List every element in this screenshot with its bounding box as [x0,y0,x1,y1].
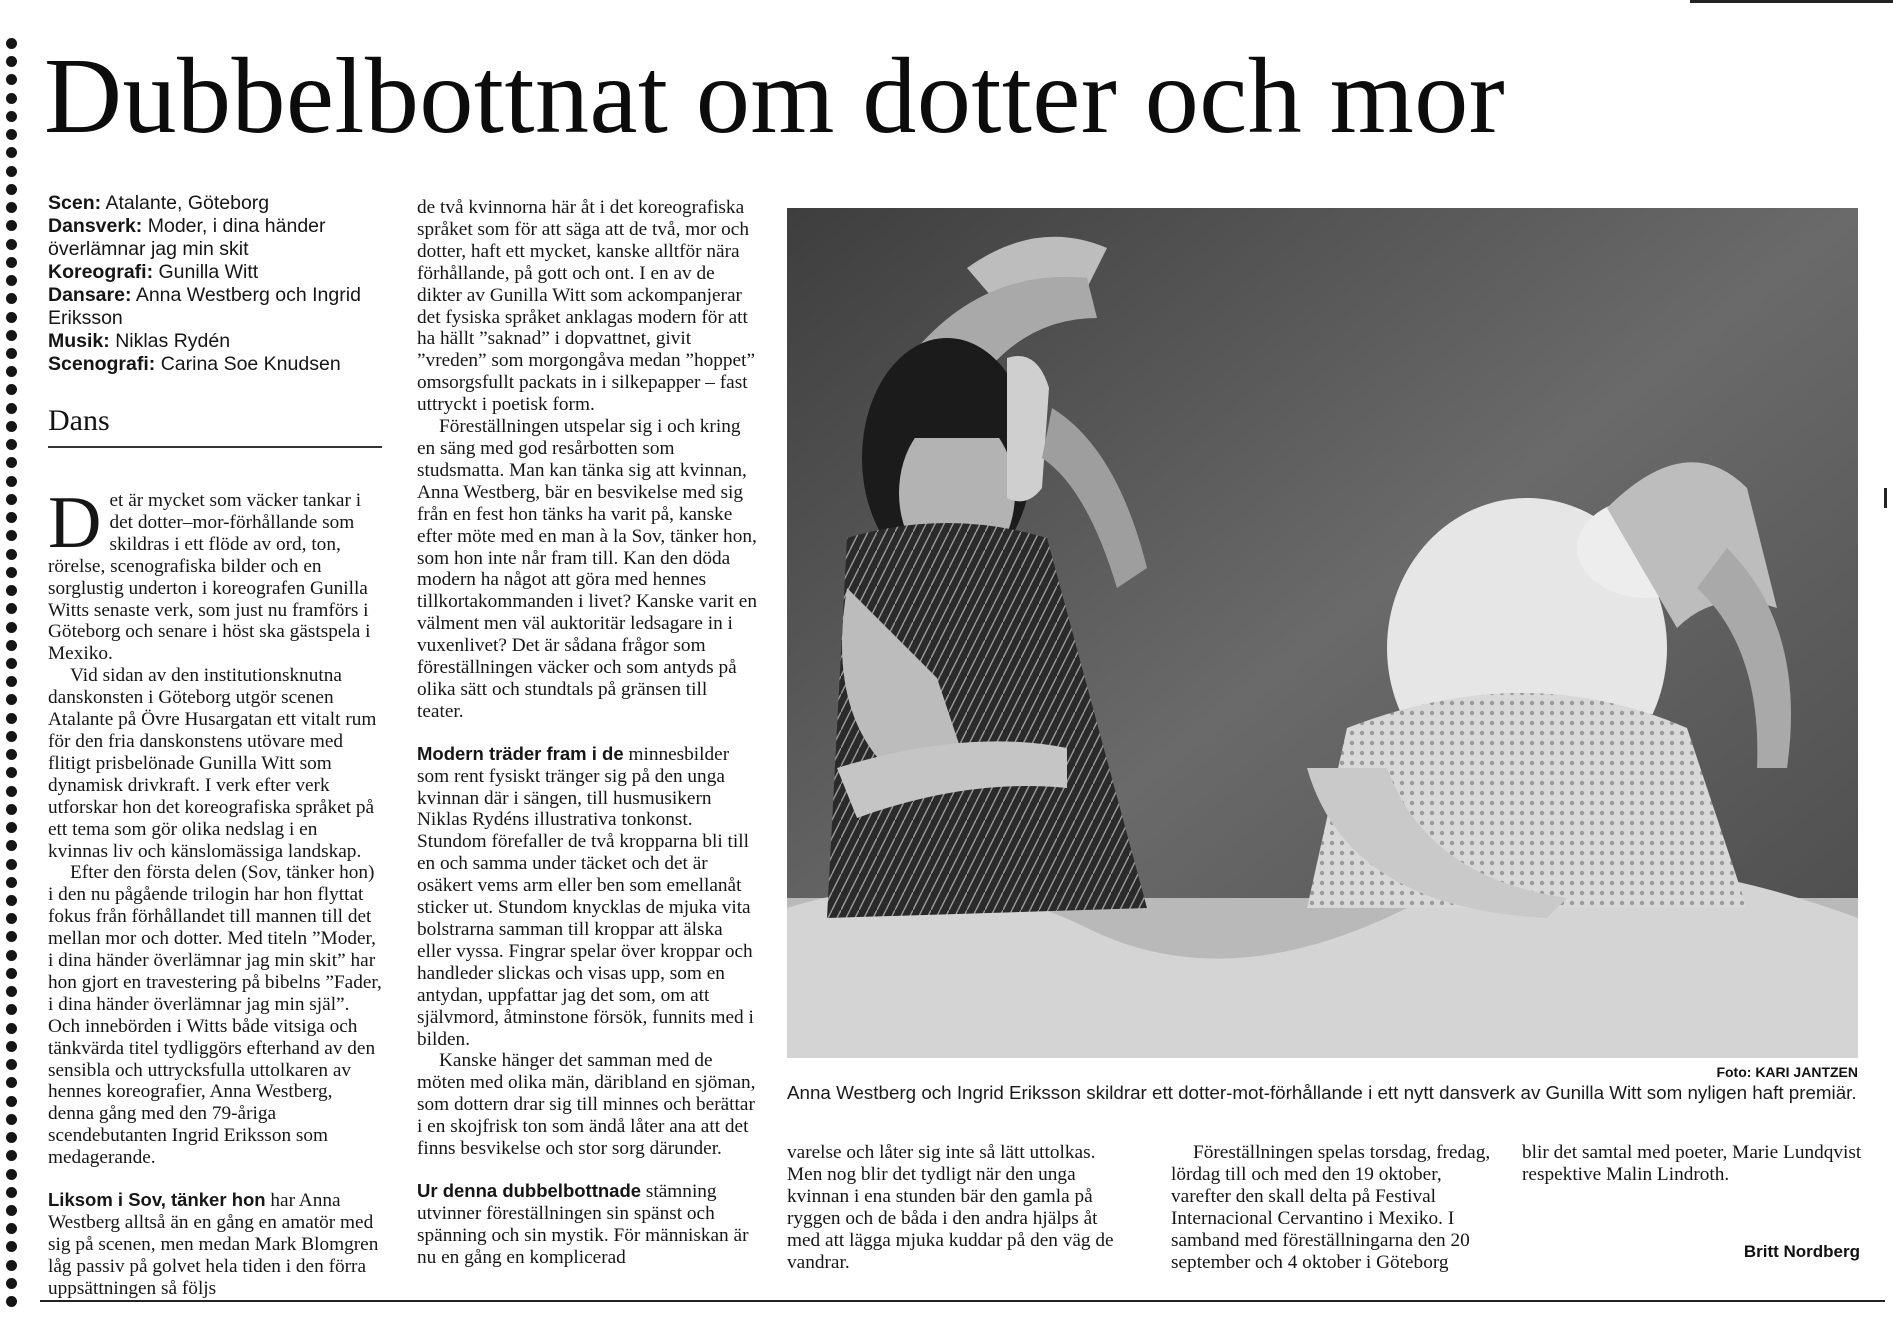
credit-key: Scen: [48,192,102,214]
punch-hole [6,567,17,578]
paragraph-gap [417,723,757,743]
punch-hole [6,1260,17,1271]
punch-hole [6,767,17,778]
punch-hole [6,968,17,979]
dance-photo [787,208,1858,1058]
punch-hole [6,421,17,432]
article-paragraph: blir det samtal med poeter, Marie Lundqvist respektive Malin Lindroth. [1522,1142,1862,1185]
punch-hole [6,786,17,797]
punch-hole [6,1004,17,1015]
punch-hole [6,859,17,870]
punch-hole [6,603,17,614]
punch-hole [6,877,17,888]
article-paragraph: Föreställningen utspelar sig i och kring en säng med god resårbotten som studsmatta. Man kan tänka sig att kvinnan, Anna Westberg, bär en besvikelse med sig från en fest hon tänks ha varit på, kanske efter möte med en man à la Sov, tänker hon, som hon inte når fram till. Kan den döda modern ha något att göra med hennes tillkortakommanden i livet? Kanske varit en välment men väl auktoritär ledsagare in i vuxenlivet? Det är sådana frågor som föreställningen väcker och som antyds på olika sätt och stundtals på gränsen till teater. [417,416,758,722]
article-paragraph [417,1180,757,1269]
article-column-3 [787,1142,1127,1273]
punch-hole [6,1205,17,1216]
punch-hole [6,457,17,468]
article-column-1 [48,482,382,1300]
article-column-5 [1522,1142,1867,1186]
credit-key: Koreografi: [48,261,154,283]
credit-value: Moder, i dina händer överlämnar jag min skit [48,215,326,260]
production-credits [48,192,388,376]
article-paragraph: Föreställningen spelas torsdag, fredag, lördag till och med den 19 oktober, varefter den skall delta på Festival Internacional Cervantino i Mexiko. I samband med föreställningarna den 20 september och 4 oktober i Göteborg [1171,1142,1491,1273]
punch-hole [6,129,17,140]
punch-hole [6,1187,17,1198]
article-paragraph: Vid sidan av den institutionsknutna danskonsten i Göteborg utgör scenen Atalante på Övre Husargatan ett vitalt rum för den fria danskonstens utövare med flitigt prisbelönade Gunilla Witt som dynamisk drivkraft. I verk efter verk utforskar hon det koreografiska språket på ett tema som gör olika nedslag i en kvinnas liv och känslomässiga landskap. [48,665,377,862]
punch-hole [6,1077,17,1088]
punch-hole [6,384,17,395]
right-edge-mark [1884,488,1887,508]
paragraph-text: et är mycket som väcker tankar i det dotter–mor-förhållande som skildras i ett flöde av ord, ton, rörelse, scenografiska bilder och en sorglustig underton i koreografen Gunilla Witts senaste verk, som just nu framförs i Göteborg och senare i höst ska gästspela i Mexiko. [48,490,371,665]
credit-value: Gunilla Witt [158,261,259,283]
punch-hole [6,1132,17,1143]
lead-in: Liksom i Sov, tänker hon [48,1189,266,1211]
punch-hole [6,694,17,705]
article-column-4 [1171,1142,1491,1273]
credit-key: Scenografi: [48,353,156,375]
credit-key: Dansare: [48,284,132,306]
paragraph-text: stämning utvinner föreställningen sin spänst och spänning och sin mystik. För människan är nu en gång en komplicerad [417,1180,749,1268]
photo-illustration [787,208,1858,1058]
punch-hole [6,950,17,961]
paragraph-text: har Anna Westberg alltså än en gång en amatör med sig på scenen, men medan Mark Blomgren låg passiv på golvet hela tiden i den förra uppsättningen så följs [48,1190,379,1299]
credit-koreografi [48,261,388,284]
punch-hole [6,1041,17,1052]
punch-hole [6,1278,17,1289]
punch-hole [6,1114,17,1125]
credit-scen [48,192,388,215]
article-paragraph [48,482,382,665]
punch-hole [6,622,17,633]
punch-hole [6,822,17,833]
article-paragraph: de två kvinnorna här åt i det koreografiska språket som för att säga att de två, mor och dotter, haft ett mycket, kanske alltför nära förhållande, på gott och ont. I en av de dikter av Gunilla Witt som ackompanjerar det fysiska språket anklagas modern för att ha hällt ”saknad” i dopvattnet, givit ”vreden” som morgongåva medan ”hoppet” omsorgsfullt packats in i silkepapper – fast uttryckt i poetisk form. [417,197,756,416]
punch-hole [6,184,17,195]
punch-hole [6,658,17,669]
punch-hole [6,804,17,815]
punch-hole [6,111,17,122]
punch-hole [6,330,17,341]
paragraph-text: minnesbilder som rent fysiskt tränger sig på den unga kvinnan där i sängen, till husmusikern Niklas Rydéns illustrativa tonkonst. Stundom förefaller de två kropparna bli till en och samma under täcket och det är osäkert vems arm eller ben som emellanåt sticker ut. Stundom knycklas de mjuka vita bolstrarna samman till kroppar att älska eller vyssa. Fingrar spelar över kroppar och handleder slickas och visas upp, som en antydan, uppfattar jag det som, om att självmord, åtminstone försök, funnits med i bilden. [417,743,754,1050]
article-column-2 [417,197,757,1269]
bottom-rule [40,1300,1885,1302]
photo-caption: Anna Westberg och Ingrid Eriksson skildrar ett dotter-mot-förhållande i ett nytt dansverk av Gunilla Witt som nyligen haft premiär. [787,1082,1857,1103]
punch-hole [6,931,17,942]
punch-hole [6,348,17,359]
credit-value: Anna Westberg och Ingrid Eriksson [48,284,361,329]
paragraph-gap [417,1160,757,1180]
punch-hole [6,312,17,323]
punch-hole [6,166,17,177]
punch-hole [6,731,17,742]
credit-dansverk [48,215,388,261]
credit-value: Atalante, Göteborg [105,192,270,214]
punch-hole [6,403,17,414]
punch-hole [6,640,17,651]
punch-hole [6,366,17,377]
credit-value: Carina Soe Knudsen [160,353,341,375]
punch-hole [6,986,17,997]
punch-hole [6,585,17,596]
punch-hole [6,494,17,505]
punch-hole [6,239,17,250]
drop-cap: D [48,482,102,564]
credit-musik [48,330,388,353]
punch-hole [6,476,17,487]
article-paragraph [417,743,757,1051]
punch-hole [6,38,17,49]
lead-in: Modern träder fram i de [417,742,624,764]
lead-in: Ur denna dubbelbottnade [417,1179,642,1201]
punch-hole [6,1169,17,1180]
punch-hole [6,549,17,560]
article-paragraph [48,1189,382,1300]
punch-hole [6,439,17,450]
punch-hole [6,147,17,158]
punch-hole [6,1059,17,1070]
punch-hole [6,93,17,104]
byline: Britt Nordberg [1743,1242,1860,1261]
article-paragraph: Kanske hänger det samman med de möten med olika män, däribland en sjöman, som dottern drar sig till minnes och berättar i en skojfrisk ton som ändå låter ana att det finns besvikelse och stor sorg därunder. [417,1050,756,1160]
credit-key: Dansverk: [48,215,143,237]
credit-value: Niklas Rydén [115,330,231,352]
punch-hole [6,913,17,924]
punch-hole [6,257,17,268]
punch-hole [6,676,17,687]
punch-hole [6,1023,17,1034]
credit-dansare [48,284,388,330]
punch-hole [6,530,17,541]
punch-hole [6,293,17,304]
punch-hole [6,1150,17,1161]
punch-hole [6,202,17,213]
credit-scenografi [48,353,388,376]
photo-credit: Foto: KARI JANTZEN [1716,1064,1858,1080]
punch-hole [6,74,17,85]
section-label: Dans [48,404,110,437]
top-edge-rule [1690,0,1893,3]
headline: Dubbelbottnat om dotter och mor [44,37,1506,156]
article-paragraph: Efter den första delen (Sov, tänker hon) i den nu pågående trilogin har hon flyttat fokus från förhållandet till mannen till det mellan mor och dotter. Med titeln ”Moder, i dina händer överlämnar jag min skit” har hon gjort en travestering på bibelns ”Fader, i dina händer överlämnar jag min själ”. Och innebörden i Witts både vitsiga och tänkvärda titel tydliggörs efterhand av den sensibla och uttrycksfulla uttolkaren av hennes koreografier, Anna Westberg, denna gång med den 79-åriga scendebutanten Ingrid Eriksson som medagerande. [48,862,382,1169]
punch-hole [6,1241,17,1252]
punch-hole [6,840,17,851]
binder-punch-holes [6,38,20,1308]
credit-key: Musik: [48,330,110,352]
punch-hole [6,512,17,523]
article-paragraph: varelse och låter sig inte så lätt uttolkas. Men nog blir det tydligt när den unga kvinnan i ena stunden bär den gamla på ryggen och de båda i den andra hjälps åt med att lägga mjuka kuddar på den väg de vandrar. [787,1142,1114,1273]
punch-hole [6,895,17,906]
punch-hole [6,1223,17,1234]
punch-hole [6,713,17,724]
punch-hole [6,56,17,67]
paragraph-gap [48,1169,382,1189]
punch-hole [6,275,17,286]
punch-hole [6,1296,17,1307]
punch-hole [6,220,17,231]
punch-hole [6,1096,17,1107]
punch-hole [6,749,17,760]
section-rule [48,446,382,448]
